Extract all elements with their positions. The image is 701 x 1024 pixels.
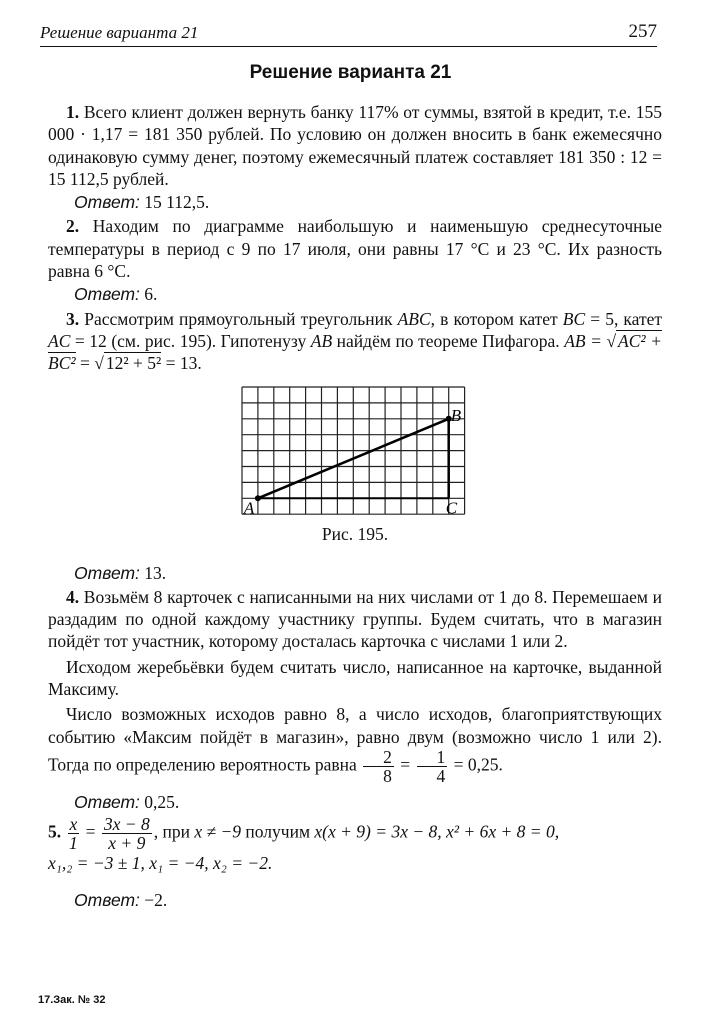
solution-4: 4. Возьмём 8 карточек с написанными на них числами от 1 до 8. Перемешаем и раздадим по одной каждому участнику группы. Будем считать, что в магазин пойдёт тот участник, которому досталась карточка с числами 1 или 2. (48, 586, 663, 652)
solution-4-probability: Число возможных исходов равно 8, а число исходов, благоприятствующих событию «Максим пойдёт в магазин», равно двум (возможно число 1 или 2). Тогда по определению вероятность равна $\frac{2}{8}$ = $\frac{1}{4}$ = 0,25. (48, 704, 662, 786)
figure-195 (48, 381, 662, 561)
label-a: A (243, 497, 255, 517)
running-header (40, 20, 657, 47)
label-c: C (445, 497, 458, 517)
point-a (255, 495, 261, 501)
running-title: Решение варианта 21 (40, 23, 199, 42)
solution-1: 1. Всего клиент должен вернуть банку 117% от суммы, взятой в кредит, т.е. 155 000 · 1,17 = 181 350 рублей. По условию он должен вносить в банк ежемесячно одинаковую сумму денег, поэтому ежемесячный платеж составляет 181 350 : 12 = 15 112,5 рублей. (48, 102, 662, 189)
answer-5: Ответ: −2. (74, 889, 168, 910)
answer-3: Ответ: 13. (74, 562, 167, 583)
solution-3: 3. Рассмотрим прямоугольный треугольник ABC, в котором катет BC = 5, катет AC = 12 (см. рис. 195). Гипотенузу AB найдём по теореме Пифагора. AB = √ AC² + BC² = √ 12² + 5² = 13. (48, 308, 663, 374)
answer-4: Ответ: 0,25. (74, 791, 180, 812)
print-footer: 17.Зак. № 32 (38, 994, 106, 1006)
page-title: Решение варианта 21 (249, 62, 452, 83)
solutions (48, 101, 662, 913)
page-number: 257 (628, 21, 657, 42)
solution-4-outcome: Исходом жеребьёвки будем считать число, написанное на карточке, выданной Максиму. (48, 656, 662, 700)
answer-2: Ответ: 6. (74, 284, 158, 305)
solution-5: 5. $\frac{x}{1}$ = $\frac{3x - 8}{x + 9}$ , при x ≠ −9 получим x(x + 9) = 3x − 8, x² + 6x + 8 = 0, x₁,₂ = −3 ± 1, x₁ = −4, x₂ = −2. (48, 814, 560, 874)
answer-1: Ответ: 15 112,5. (74, 192, 210, 213)
label-b: B (450, 405, 462, 425)
triangle-grid-diagram (234, 381, 474, 521)
figure-caption: Рис. 195. (321, 523, 389, 544)
solution-2: 2. Находим по диаграмме наибольшую и наименьшую среднесуточные температуры в период с 9 по 17 июля, они равны 17 °C и 23 °C. Их разность равна 6 °C. (48, 216, 663, 282)
